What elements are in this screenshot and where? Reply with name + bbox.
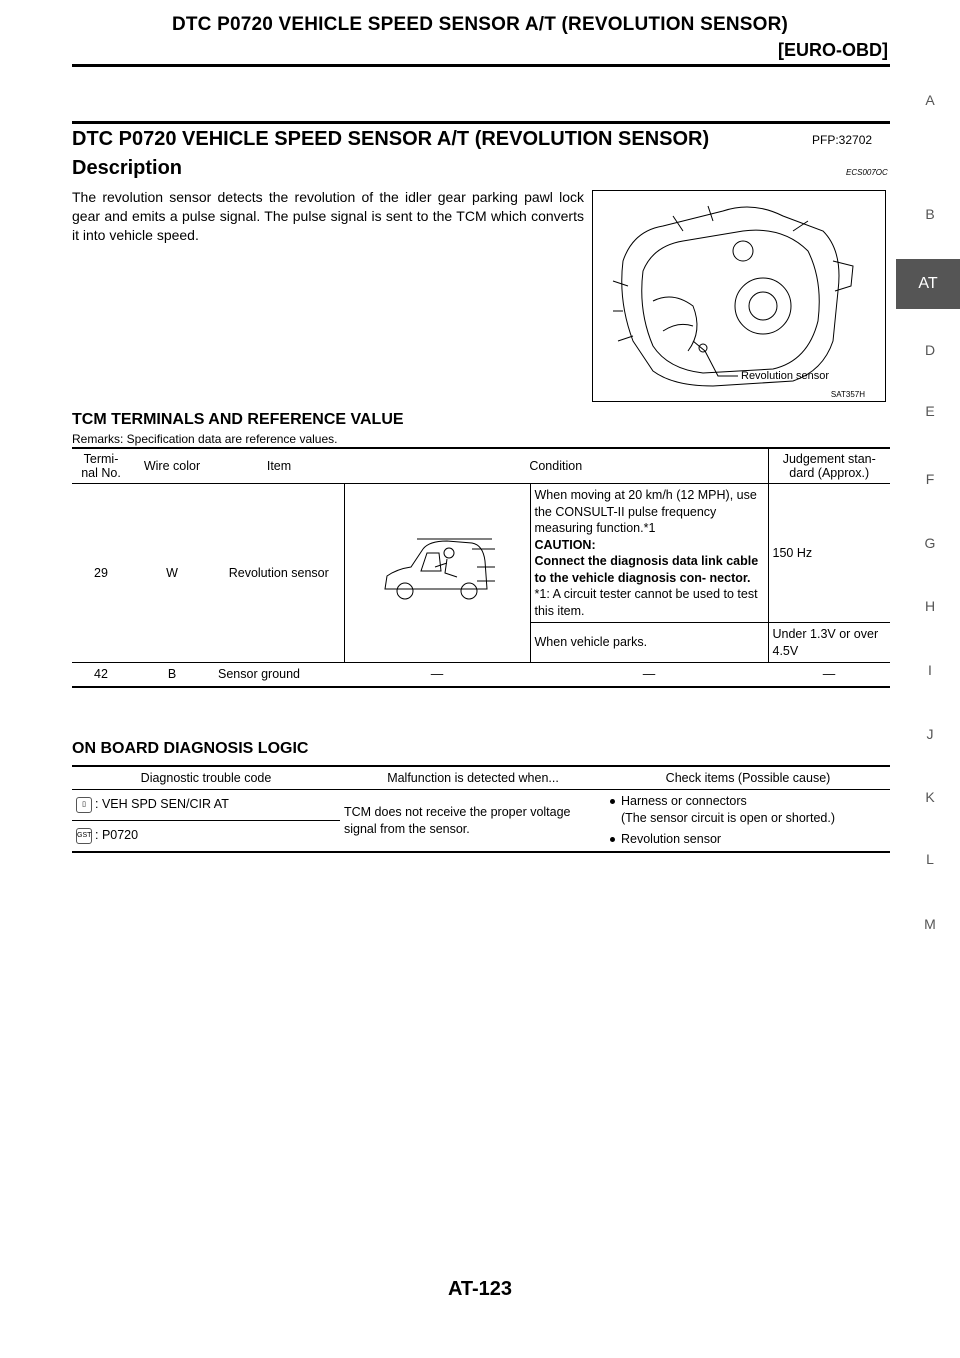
item-cell: Sensor ground <box>214 663 344 687</box>
caution-label: CAUTION: <box>534 537 596 552</box>
wire-cell: W <box>130 484 214 663</box>
page-header-title: DTC P0720 VEHICLE SPEED SENSOR A/T (REVOLUTION SENSOR) <box>171 14 789 35</box>
description-text: The revolution sensor detects the revolution of the idler gear parking pawl lock gear and emits a pulse signal. The pulse signal is sent to the TCM which converts it into vehicle speed. <box>72 189 584 243</box>
table-header-row <box>72 766 890 790</box>
condition-dash-1: — <box>344 663 530 687</box>
consult-icon: ▯ <box>76 797 92 813</box>
side-tab-i[interactable]: I <box>928 662 932 678</box>
description-heading: Description <box>72 157 183 179</box>
col-terminal: Termi- nal No. <box>72 448 130 484</box>
item-cell: Revolution sensor <box>214 484 344 663</box>
check-item-2 <box>610 831 886 848</box>
code-2-text: : P0720 <box>95 828 139 843</box>
table-header-row <box>72 448 890 484</box>
header-rule <box>72 64 890 67</box>
side-tab-g[interactable]: G <box>924 535 936 551</box>
col-item: Item <box>214 448 344 484</box>
page-number: AT-123 <box>447 1278 513 1300</box>
judgement-b-cell: Under 1.3V or over 4.5V <box>768 623 890 663</box>
detect-cell: TCM does not receive the proper voltage signal from the sensor. <box>340 790 606 853</box>
side-tab-f[interactable]: F <box>925 471 935 487</box>
side-tab-m[interactable]: M <box>924 916 936 932</box>
caution-text: Connect the diagnosis data link cable to the vehicle diagnosis con- nector. <box>534 554 759 585</box>
condition-a-cell <box>530 484 768 623</box>
terminal-cell: 29 <box>72 484 130 663</box>
judgement-a-cell: 150 Hz <box>768 484 890 623</box>
condition-a-note: *1: A circuit tester cannot be used to test this item. <box>534 587 758 618</box>
bullet-icon <box>610 799 615 804</box>
col-condition: Condition <box>344 448 768 484</box>
table-row <box>72 663 890 687</box>
section-title: DTC P0720 VEHICLE SPEED SENSOR A/T (REVOLUTION SENSOR) <box>72 128 710 150</box>
code-cell-1 <box>72 790 340 821</box>
col-check: Check items (Possible cause) <box>606 766 890 790</box>
description-code: ECS007OC <box>846 168 888 177</box>
bullet-icon <box>610 837 615 842</box>
side-tab-b[interactable]: B <box>925 206 935 222</box>
diag-heading: ON BOARD DIAGNOSIS LOGIC <box>72 740 309 757</box>
terminal-cell: 42 <box>72 663 130 687</box>
check-item-1-text: Harness or connectors <box>621 794 747 808</box>
side-tab-at[interactable]: AT <box>896 259 960 309</box>
transmission-figure <box>592 190 886 402</box>
side-tab-k[interactable]: K <box>925 789 935 805</box>
side-tab-e[interactable]: E <box>925 403 935 419</box>
transmission-drawing <box>593 191 885 401</box>
code-1-text: : VEH SPD SEN/CIR AT <box>95 797 229 812</box>
check-item-1-note: (The sensor circuit is open or shorted.) <box>621 811 835 825</box>
wire-cell: B <box>130 663 214 687</box>
tcm-heading: TCM TERMINALS AND REFERENCE VALUE <box>72 411 404 428</box>
code-cell-2 <box>72 820 340 852</box>
check-cell <box>606 790 890 853</box>
page-header-subtitle: [EURO-OBD] <box>778 40 888 60</box>
driving-car-icon <box>344 484 530 663</box>
condition-b-cell: When vehicle parks. <box>530 623 768 663</box>
side-tab-j[interactable]: J <box>926 726 934 742</box>
car-icon <box>377 531 497 611</box>
col-wire: Wire color <box>130 448 214 484</box>
col-code: Diagnostic trouble code <box>72 766 340 790</box>
side-tab-l[interactable]: L <box>926 851 934 867</box>
side-tab-d[interactable]: D <box>924 342 936 358</box>
tcm-table <box>72 447 890 688</box>
section-pfp: PFP:32702 <box>812 133 873 147</box>
figure-code: SAT357H <box>830 390 865 399</box>
condition-dash-2: — <box>530 663 768 687</box>
side-tab-h[interactable]: H <box>924 598 936 614</box>
table-row <box>72 484 890 623</box>
check-item-2-text: Revolution sensor <box>621 832 722 846</box>
col-judgement: Judgement stan- dard (Approx.) <box>768 448 890 484</box>
tcm-remarks: Remarks: Specification data are reference values. <box>72 432 338 446</box>
col-detect: Malfunction is detected when... <box>340 766 606 790</box>
condition-a-text: When moving at 20 km/h (12 MPH), use the CONSULT-II pulse frequency measuring function.*1 <box>534 488 757 535</box>
side-tab-a[interactable]: A <box>925 92 935 108</box>
section-rule <box>72 121 890 124</box>
check-item-1 <box>610 793 886 810</box>
table-row <box>72 790 890 821</box>
diag-table <box>72 765 890 853</box>
judgement-dash: — <box>768 663 890 687</box>
gst-icon: GST <box>76 828 92 844</box>
figure-label: Revolution sensor <box>741 370 830 382</box>
